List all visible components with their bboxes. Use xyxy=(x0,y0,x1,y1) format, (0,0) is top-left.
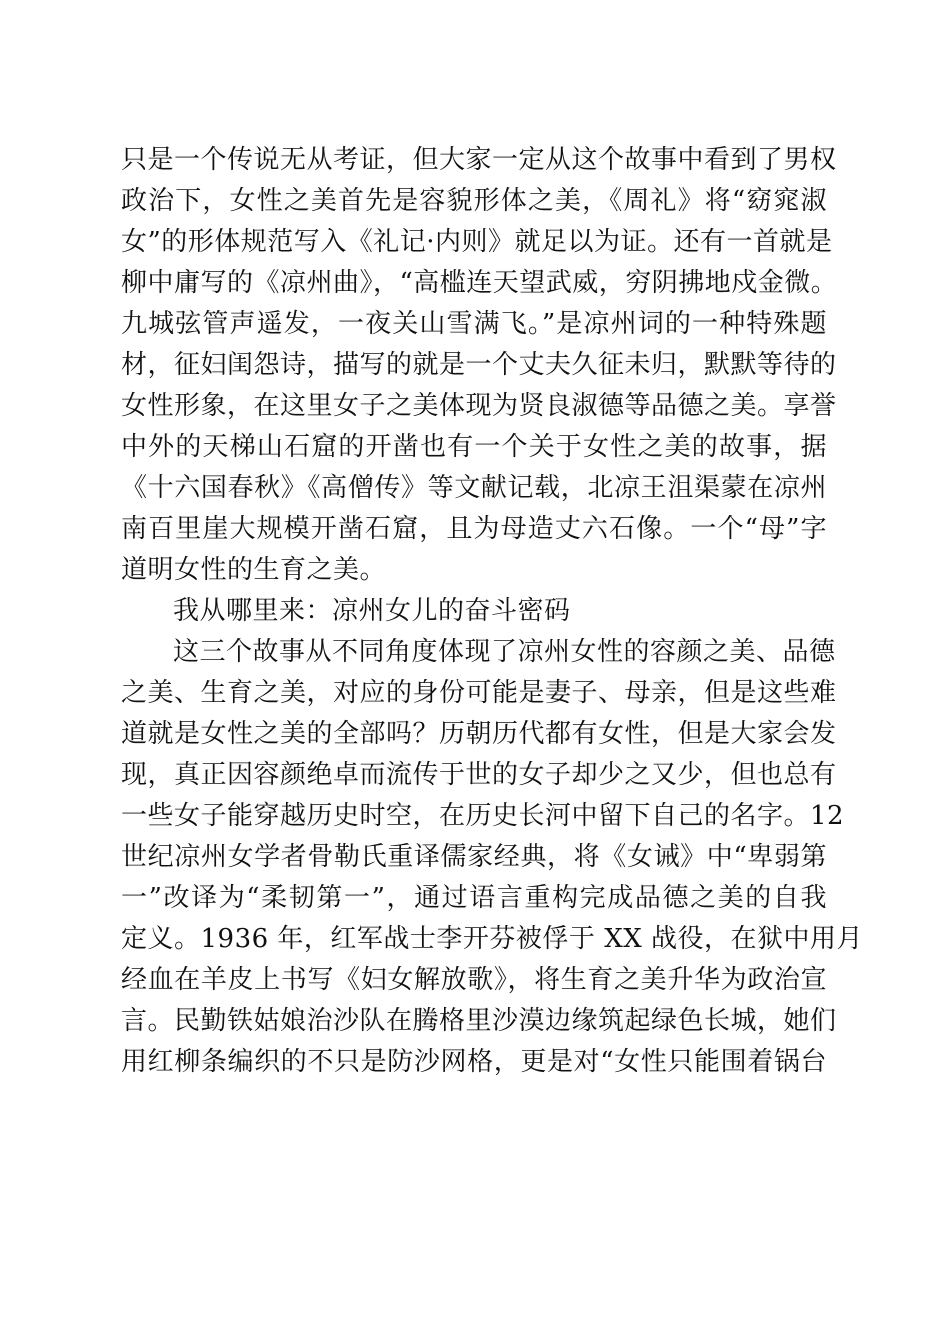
text-line: 中外的天梯山石窟的开凿也有一个关于女性之美的故事，据 xyxy=(121,432,827,462)
text-line: 《十六国春秋》《高僧传》等文献记载，北凉王沮渠蒙在凉州 xyxy=(121,473,827,503)
text-line: 南百里崖大规模开凿石窟，且为母造丈六石像。一个“母”字 xyxy=(121,514,827,544)
text-line: 言。民勤铁姑娘治沙队在腾格里沙漠边缘筑起绿色长城，她们 xyxy=(121,1006,837,1036)
text-line: 政治下，女性之美首先是容貌形体之美，《周礼》将“窈窕淑 xyxy=(121,186,827,216)
text-line: 道就是女性之美的全部吗？历朝历代都有女性，但是大家会发 xyxy=(121,719,837,749)
text-line: 现，真正因容颜绝卓而流传于世的女子却少之又少，但也总有 xyxy=(121,760,837,790)
text-line: 女性形象，在这里女子之美体现为贤良淑德等品德之美。享誉 xyxy=(121,391,837,421)
text-line: 柳中庸写的《凉州曲》，“高槛连天望武威，穷阴拂地戍金微。 xyxy=(121,268,838,298)
body-text xyxy=(121,140,863,1083)
text-line: 经血在羊皮上书写《妇女解放歌》，将生育之美升华为政治宣 xyxy=(121,965,827,995)
text-line: 一些女子能穿越历史时空，在历史长河中留下自己的名字。12 xyxy=(121,801,845,831)
text-line: 材，征妇闺怨诗，描写的就是一个丈夫久征未归，默默等待的 xyxy=(121,350,837,380)
text-line-paragraph-end: 道明女性的生育之美。 xyxy=(121,555,387,585)
text-line: 女”的形体规范写入《礼记·内则》就足以为证。还有一首就是 xyxy=(121,227,833,257)
text-line: 只是一个传说无从考证，但大家一定从这个故事中看到了男权 xyxy=(121,145,837,175)
text-line: 之美、生育之美，对应的身份可能是妻子、母亲，但是这些难 xyxy=(121,678,837,708)
text-line: 用红柳条编织的不只是防沙网格，更是对“女性只能围着锅台 xyxy=(121,1047,827,1077)
text-line: 九城弦管声遥发，一夜关山雪满飞。”是凉州词的一种特殊题 xyxy=(121,309,827,339)
text-line: 一”改译为“柔韧第一”，通过语言重构完成品德之美的自我 xyxy=(121,883,827,913)
text-line-paragraph-start: 这三个故事从不同角度体现了凉州女性的容颜之美、品德 xyxy=(173,637,836,667)
text-line: 世纪凉州女学者骨勒氏重译儒家经典，将《女诫》中“卑弱第 xyxy=(121,842,827,872)
section-heading: 我从哪里来：凉州女儿的奋斗密码 xyxy=(173,596,571,626)
text-line: 定义。1936 年，红军战士李开芬被俘于 XX 战役，在狱中用月 xyxy=(121,924,863,954)
